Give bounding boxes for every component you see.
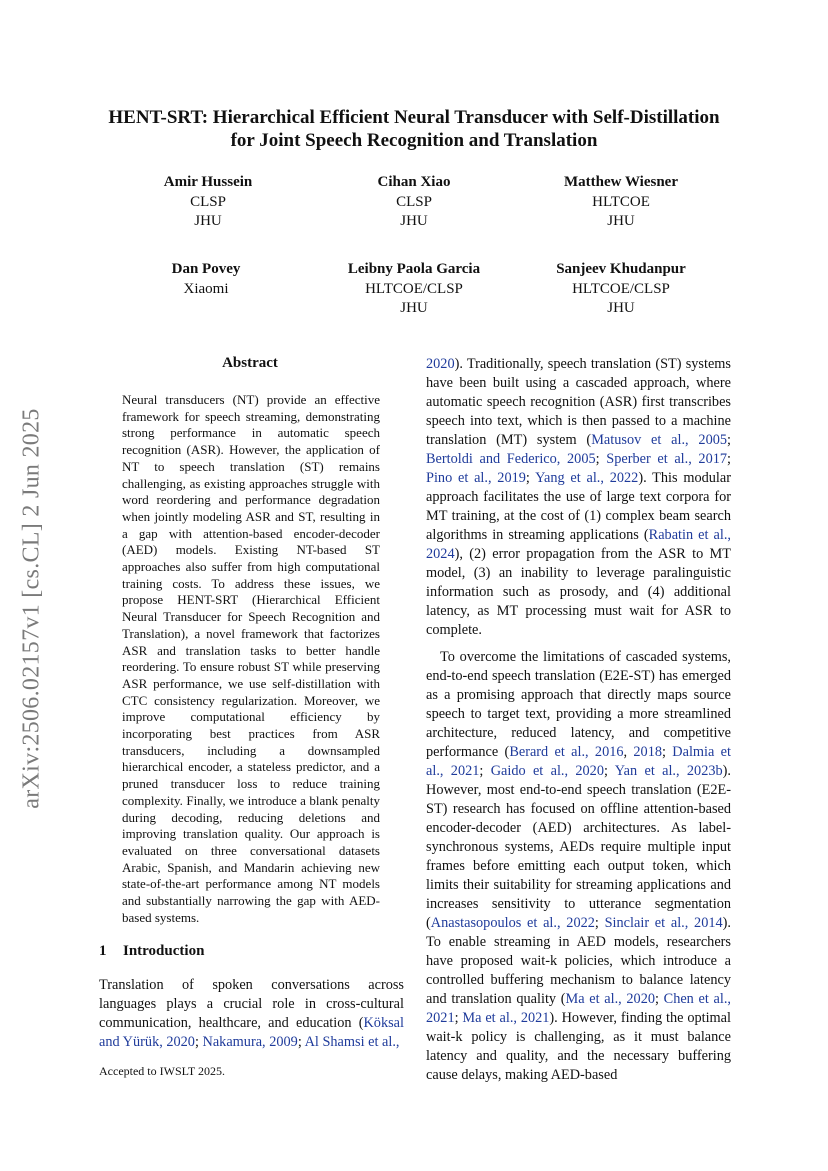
author-affiliation: JHU xyxy=(194,213,222,229)
citation-link[interactable]: Al Shamsi et al., xyxy=(304,1034,400,1050)
text-run: ; xyxy=(594,915,605,931)
text-run: ; xyxy=(727,451,732,467)
citation-link[interactable]: Sinclair et al., 2014 xyxy=(604,915,723,931)
text-run: ; xyxy=(655,991,664,1007)
paragraph xyxy=(426,648,731,1085)
section-heading xyxy=(99,943,204,960)
right-column-text xyxy=(426,355,731,1085)
left-column-text xyxy=(99,976,404,1052)
footnote: Accepted to IWSLT 2025. xyxy=(99,1064,225,1078)
author-affiliation: JHU xyxy=(400,300,428,316)
abstract-heading: Abstract xyxy=(222,355,278,371)
paragraph xyxy=(426,355,731,640)
author-affiliation: JHU xyxy=(400,213,428,229)
citation-link[interactable]: Yang et al., 2022 xyxy=(535,470,639,486)
citation-link[interactable]: Gaido et al., 2020 xyxy=(490,763,604,779)
text-run: Translation of spoken conversations across languages plays a crucial role in cross-cultural communication, healthcare, and education ( xyxy=(99,977,404,1031)
citation-link[interactable]: Matusov et al., 2005 xyxy=(591,432,728,448)
text-run: ). To enable streaming in AED models, researchers have proposed wait-k policies, which introduce a controlled buffering mechanism to balance latency and translation quality ( xyxy=(426,915,731,1007)
arxiv-sidebar-stamp xyxy=(12,376,52,841)
author-affiliation: Xiaomi xyxy=(183,280,229,297)
citation-link[interactable]: Anastasopoulos et al., 2022 xyxy=(430,915,595,931)
author-name: Leibny Paola Garcia xyxy=(347,261,481,277)
author-block xyxy=(304,260,524,319)
text-run: ; xyxy=(194,1034,203,1050)
author-name: Sanjeev Khudanpur xyxy=(556,261,686,277)
author-affiliation: JHU xyxy=(607,300,635,316)
text-run: ; xyxy=(525,470,536,486)
author-name: Amir Hussein xyxy=(163,174,253,190)
author-block xyxy=(511,173,731,232)
text-run: ; xyxy=(479,763,491,779)
author-block xyxy=(96,260,316,299)
author-block xyxy=(304,173,524,232)
author-name: Matthew Wiesner xyxy=(563,174,678,190)
citation-link[interactable]: Köksal and Yürük, 2020 xyxy=(99,1015,404,1050)
arxiv-id: arXiv:2506.02157v1 [cs.CL] 2 Jun 2025 xyxy=(18,408,45,809)
author-affiliation: HLTCOE/CLSP xyxy=(572,280,670,297)
citation-link[interactable]: Bertoldi and Federico, 2005 xyxy=(426,451,596,467)
citation-link[interactable]: Berard et al., 2016 xyxy=(509,744,624,760)
author-affiliation: HLTCOE xyxy=(592,193,650,210)
text-run: ), (2) error propagation from the ASR to MT model, (3) an inability to leverage paralinguistic information such as prosody, and (4) additional latency, as MT processing must wait for ASR to complete. xyxy=(426,546,731,638)
citation-link[interactable]: Yan et al., 2023b xyxy=(614,763,723,779)
paragraph xyxy=(99,976,404,1052)
citation-link[interactable]: Ma et al., 2021 xyxy=(462,1010,550,1026)
author-block xyxy=(98,173,318,232)
text-run: ). However, most end-to-end speech translation (E2E-ST) research has focused on offline attention-based encoder-decoder (AED) architectures. As label-synchronous systems, AEDs require multiple input frames before emitting each output token, which limits their suitability for streaming applications and increases sensitivity to utterance segmentation ( xyxy=(426,763,731,931)
text-run: ; xyxy=(727,432,732,448)
text-run: ). However, finding the optimal wait-k policy is challenging, as it must balance latency and quality, and the necessary buffering cause delays, making AED-based xyxy=(426,1010,732,1083)
author-block xyxy=(511,260,731,319)
author-name: Cihan Xiao xyxy=(377,174,451,190)
section-number: 1 xyxy=(99,943,107,959)
citation-link[interactable]: Pino et al., 2019 xyxy=(426,470,526,486)
text-run: ). Traditionally, speech translation (ST) systems have been built using a cascaded approach, where automatic speech recognition (ASR) first transcribes speech into text, which is then passed to a machine translation (MT) system ( xyxy=(426,356,731,448)
citation-link[interactable]: Chen et al., 2021 xyxy=(426,991,731,1026)
citation-link[interactable]: Ma et al., 2020 xyxy=(565,991,655,1007)
text-run: ; xyxy=(454,1010,463,1026)
text-run: ). This modular approach facilitates the use of large text corpora for MT training, at the cost of (1) complex beam search algorithms in streaming applications ( xyxy=(426,470,731,543)
title-line-2: for Joint Speech Recognition and Translation xyxy=(230,130,598,151)
citation-link[interactable]: Rabatin et al., 2024 xyxy=(426,527,732,562)
citation-link[interactable]: Nakamura, 2009 xyxy=(202,1034,298,1050)
text-run: , xyxy=(623,744,634,760)
author-affiliation: HLTCOE/CLSP xyxy=(365,280,463,297)
citation-link[interactable]: 2018 xyxy=(633,744,662,760)
paper-title xyxy=(80,106,748,152)
text-run: ; xyxy=(603,763,615,779)
abstract-body: Neural transducers (NT) provide an effective framework for speech streaming, demonstrating strong performance in automatic speech recognition (ASR). However, the application of NT to speech translation (ST) remains challenging, as existing approaches struggle with word reordering and performance degradation when jointly modeling ASR and ST, resulting in a gap with attention-based encoder-decoder (AED) models. Existing NT-based ST approaches also suffer from high computational training costs. To address these issues, we propose HENT-SRT (Hierarchical Efficient Neural Transducer for Speech Recognition and Translation), a novel framework that factorizes ASR and translation tasks to better handle reordering. To ensure robust ST while preserving ASR performance, we use self-distillation with CTC consistency regularization. Moreover, we improve computational efficiency by incorporating best practices from ASR transducers, including a downsampled hierarchical encoder, a stateless predictor, and a pruned transducer loss to reduce training complexity. Finally, we introduce a blank penalty during decoding, reducing deletions and improving translation quality. Our approach is evaluated on three conversational datasets Arabic, Spanish, and Mandarin achieving new state-of-the-art performance among NT models and substantially narrowing the gap with AED-based systems. xyxy=(122,392,380,925)
section-title: Introduction xyxy=(123,943,205,959)
text-run: ; xyxy=(662,744,673,760)
author-affiliation: JHU xyxy=(607,213,635,229)
text-run: ; xyxy=(595,451,607,467)
text-run: To overcome the limitations of cascaded systems, end-to-end speech translation (E2E-ST) has emerged as a promising approach that directly maps source speech to target text, providing a more streamlined architecture, reduced latency, and competitive performance ( xyxy=(426,649,731,760)
citation-link[interactable]: Dalmia et al., 2021 xyxy=(426,744,731,779)
author-affiliation: CLSP xyxy=(190,193,226,210)
citation-link[interactable]: Sperber et al., 2017 xyxy=(606,451,728,467)
author-affiliation: CLSP xyxy=(396,193,432,210)
author-name: Dan Povey xyxy=(171,261,241,277)
text-run: ; xyxy=(297,1034,305,1050)
title-line-1: HENT-SRT: Hierarchical Efficient Neural Transducer with Self-Distillation xyxy=(108,107,720,128)
citation-link[interactable]: 2020 xyxy=(426,356,455,372)
